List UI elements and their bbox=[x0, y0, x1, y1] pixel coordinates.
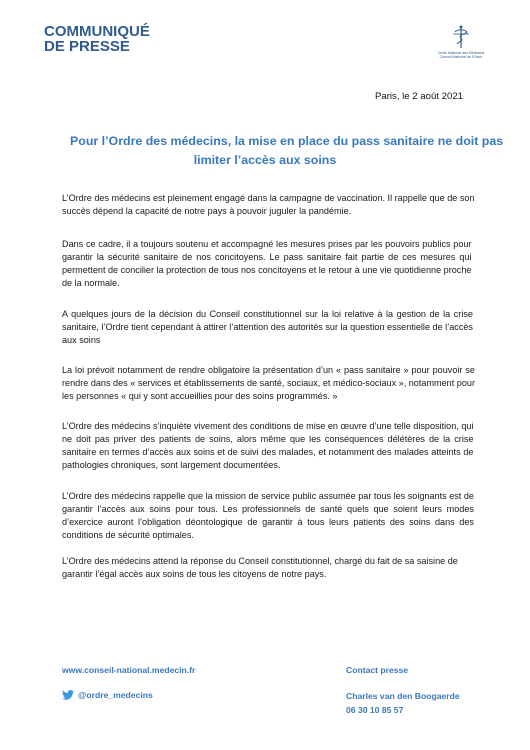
headline bbox=[70, 132, 504, 170]
paragraph-line: ne doit pas priver des patients de soins, alors même que les conséquences délétères de la crise bbox=[62, 433, 474, 444]
paragraph-line: garantir l’égal accès aux soins de tous les citoyens de notre pays. bbox=[62, 568, 327, 579]
paragraph-line: L’Ordre des médecins attend la réponse du Conseil constitutionnel, chargé du fait de sa saisine de bbox=[62, 556, 458, 566]
twitter-bird-icon bbox=[62, 690, 74, 700]
logo-caption bbox=[424, 51, 498, 59]
paragraph-line: La loi prévoit notamment de rendre obligatoire la présentation d’un « pass sanitaire » pour pouvoir se bbox=[62, 365, 475, 375]
paragraph-line: succès dépend la capacité de notre pays à pouvoir juguler la pandémie. bbox=[62, 205, 352, 216]
caduceus-icon bbox=[448, 24, 474, 50]
paragraph-1 bbox=[62, 192, 475, 218]
paragraph-7 bbox=[62, 555, 458, 581]
contact-name: Charles van den Boogaerde bbox=[346, 691, 460, 701]
ordre-medecins-logo bbox=[424, 24, 498, 66]
paragraph-6 bbox=[62, 490, 474, 542]
paragraph-line: Dans ce cadre, il a toujours soutenu et accompagné les mesures prises par les pouvoirs publics pour bbox=[62, 239, 472, 249]
paragraph-3 bbox=[62, 308, 473, 347]
paragraph-line: A quelques jours de la décision du Conseil constitutionnel sur la loi relative à la gestion de la crise bbox=[62, 309, 473, 319]
logo-caption-line2: Conseil National de l'Ordre bbox=[439, 55, 483, 60]
paragraph-2 bbox=[62, 238, 471, 290]
paragraph-line: pathologies chroniques, sont largement documentées. bbox=[62, 459, 281, 470]
website-link[interactable]: www.conseil-national.medecin.fr bbox=[62, 665, 196, 675]
paragraph-line: d’exercice auront l’obligation déontologique de garantir à tous leurs patients des soins dans des bbox=[62, 516, 474, 527]
twitter-handle: @ordre_medecins bbox=[78, 690, 153, 700]
press-release-title bbox=[44, 24, 150, 54]
headline-line1: Pour l’Ordre des médecins, la mise en place du pass sanitaire ne doit pas bbox=[70, 134, 504, 148]
paragraph-line: L’Ordre des médecins rappelle que la mission de service public assumée par tous les soignants est de bbox=[62, 491, 474, 501]
headline-line2: limiter l’accès aux soins bbox=[193, 153, 337, 167]
twitter-handle-link[interactable] bbox=[62, 684, 153, 706]
paragraph-line: L’Ordre des médecins est pleinement engagé dans la campagne de vaccination. Il rappelle que de son bbox=[62, 193, 475, 203]
paragraph-line: sanitaire, l’Ordre tient cependant à attirer l’attention des autorités sur la question essentielle de l’accès bbox=[62, 321, 473, 332]
release-date: Paris, le 2 août 2021 bbox=[374, 91, 463, 102]
paragraph-line: rendre dans des « services et établissements de santé, sociaux, et médico-sociaux », notamment pour bbox=[62, 377, 475, 388]
contact-phone[interactable]: 06 30 10 85 57 bbox=[346, 705, 404, 715]
paragraph-line: garantir la sécurité sanitaire de nos concitoyens. Le pass sanitaire fait partie de ces mesures qui bbox=[62, 251, 472, 262]
press-release-title-line2: DE PRESSE bbox=[44, 38, 130, 55]
logo-caption-line1: Ordre National des Médecins bbox=[437, 51, 485, 55]
paragraph-4 bbox=[62, 364, 475, 403]
paragraph-line: sanitaire en termes d’accès aux soins et de suivi des malades, et notamment des malades atteints de bbox=[62, 446, 474, 457]
paragraph-line: de la normale. bbox=[62, 277, 120, 288]
paragraph-line: conditions de sécurité optimales. bbox=[62, 529, 194, 540]
paragraph-line: L’Ordre des médecins s’inquiète vivement des conditions de mise en œuvre d’une telle disposition, qui bbox=[62, 421, 474, 431]
press-release-title-line1: COMMUNIQUÉ bbox=[44, 23, 150, 40]
paragraph-line: aux soins bbox=[62, 334, 101, 345]
paragraph-line: garantir l’accès aux soins pour tous. Les professionnels de santé quels que soient leurs modes bbox=[62, 503, 474, 514]
contact-press-label: Contact presse bbox=[346, 665, 409, 675]
paragraph-5 bbox=[62, 420, 473, 472]
paragraph-line: permettent de concilier la protection de tous nos concitoyens et le retour à une vie quotidienne proche bbox=[62, 264, 472, 275]
paragraph-line: les personnes « qui y sont accueillies pour des soins programmés. » bbox=[62, 390, 338, 401]
